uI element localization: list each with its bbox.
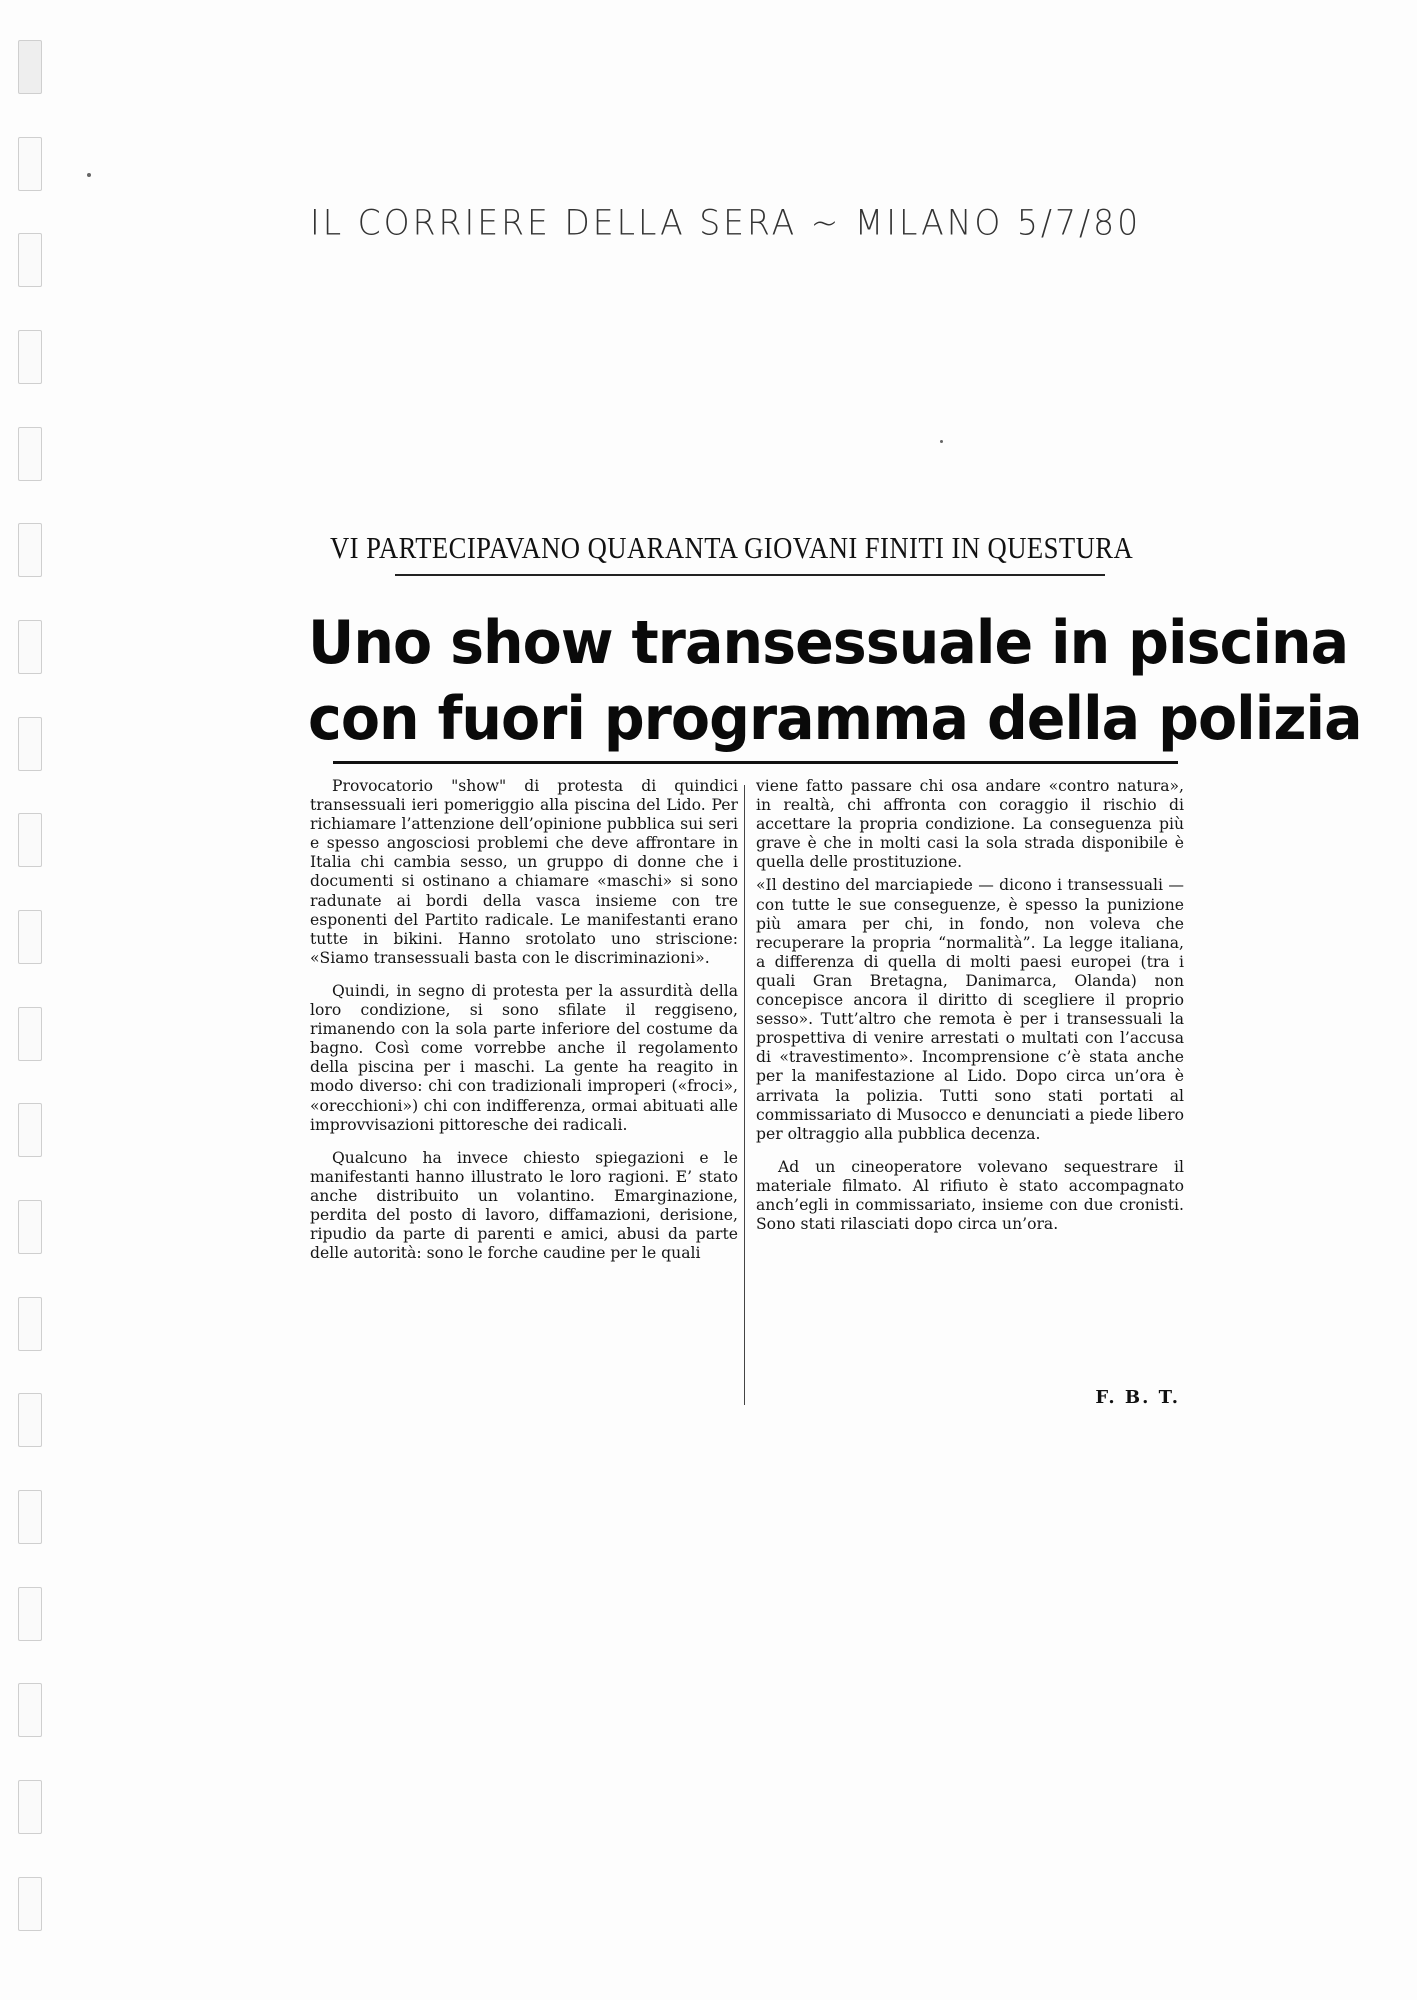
binder-hole — [18, 1683, 42, 1737]
article-headline — [308, 605, 1362, 757]
headline-line-1: Uno show transessuale in piscina — [308, 608, 1349, 678]
binder-holes — [18, 0, 48, 2000]
binder-hole — [18, 523, 42, 577]
binder-hole — [18, 1007, 42, 1061]
article-column-right — [756, 777, 1184, 1248]
paragraph: Ad un cineoperatore volevano sequestrare il materiale filmato. Al rifiuto è stato accompagnato anch’egli in commissariato, insieme con due cronisti. Sono stati rilasciati dopo circa un’ora. — [756, 1157, 1184, 1234]
article-kicker: VI PARTECIPAVANO QUARANTA GIOVANI FINITI IN QUESTURA — [330, 530, 1134, 565]
binder-hole — [18, 813, 42, 867]
paragraph: viene fatto passare chi osa andare «contro natura», in realtà, chi affronta con coraggio il rischio di accettare la propria condizione. La conseguenza più grave è che in molti casi la sola strada disponibile è quella delle prostituzione. — [756, 777, 1184, 872]
binder-hole — [18, 1393, 42, 1447]
paragraph: «Il destino del marciapiede — dicono i transessuali — con tutte le sue conseguenze, è spesso la punizione più amara per chi, in fondo, non voleva che recuperare la propria “normalità”. La legge italiana, a differenza di quella di molti paesi europei (tra i quali Gran Bretagna, Danimarca, Olanda) non concepisce ancora il diritto di scegliere il proprio sesso». Tutt’altro che remota è per i transessuali la prospettiva di venire arrestati o multati con l’accusa di «travestimento». Incomprensione c’è stata anche per la manifestazione al Lido. Dopo circa un’ora è arrivata la polizia. Tutti sono stati portati al commissariato di Musocco e denunciati a piede libero per oltraggio alla pubblica decenza. — [756, 876, 1184, 1143]
binder-hole — [18, 137, 42, 191]
binder-hole — [18, 717, 42, 771]
binder-hole — [18, 1297, 42, 1351]
headline-rule — [333, 761, 1178, 764]
paragraph: Quindi, in segno di protesta per la assurdità della loro condizione, si sono sfilate il reggiseno, rimanendo con la sola parte inferiore del costume da bagno. Così come vorrebbe anche il regolamento della piscina per i maschi. La gente ha reagito in modo diverso: chi con tradizionali improperi («froci», «orecchioni») chi con indifferenza, ormai abituati alle improvvisazioni pittoresche dei radicali. — [310, 981, 738, 1134]
ink-speck — [87, 173, 91, 177]
binder-hole — [18, 427, 42, 481]
paragraph: Provocatorio "show" di protesta di quindici transessuali ieri pomeriggio alla piscina del Lido. Per richiamare l’attenzione dell’opinione pubblica sui seri e spesso angosciosi problemi che deve affrontare in Italia chi cambia sesso, un gruppo di donne che i documenti si ostinano a chiamare «maschi» si sono radunate ai bordi della vasca insieme con tre esponenti del Partito radicale. Le manifestanti erano tutte in bikini. Hanno srotolato uno striscione: «Siamo transessuali basta con le discriminazioni». — [310, 777, 738, 967]
binder-hole — [18, 330, 42, 384]
column-divider — [744, 785, 745, 1405]
handwritten-source-note: IL CORRIERE DELLA SERA ~ MILANO 5/7/80 — [310, 202, 1142, 243]
kicker-rule — [395, 574, 1105, 576]
binder-hole — [18, 1877, 42, 1931]
binder-hole — [18, 1780, 42, 1834]
binder-hole — [18, 40, 42, 94]
author-initials: F. B. T. — [1095, 1387, 1180, 1408]
binder-hole — [18, 620, 42, 674]
article-column-left — [310, 777, 738, 1277]
ink-speck — [940, 440, 943, 443]
binder-hole — [18, 233, 42, 287]
binder-hole — [18, 910, 42, 964]
paragraph: Qualcuno ha invece chiesto spiegazioni e le manifestanti hanno illustrato le loro ragioni. E’ stato anche distribuito un volantino. Emarginazione, perdita del posto di lavoro, diffamazioni, derisione, ripudio da parte di parenti e amici, abusi da parte delle autorità: sono le forche caudine per le quali — [310, 1148, 738, 1263]
headline-line-2: con fuori programma della polizia — [308, 684, 1362, 754]
binder-hole — [18, 1587, 42, 1641]
binder-hole — [18, 1200, 42, 1254]
binder-hole — [18, 1490, 42, 1544]
binder-hole — [18, 1103, 42, 1157]
